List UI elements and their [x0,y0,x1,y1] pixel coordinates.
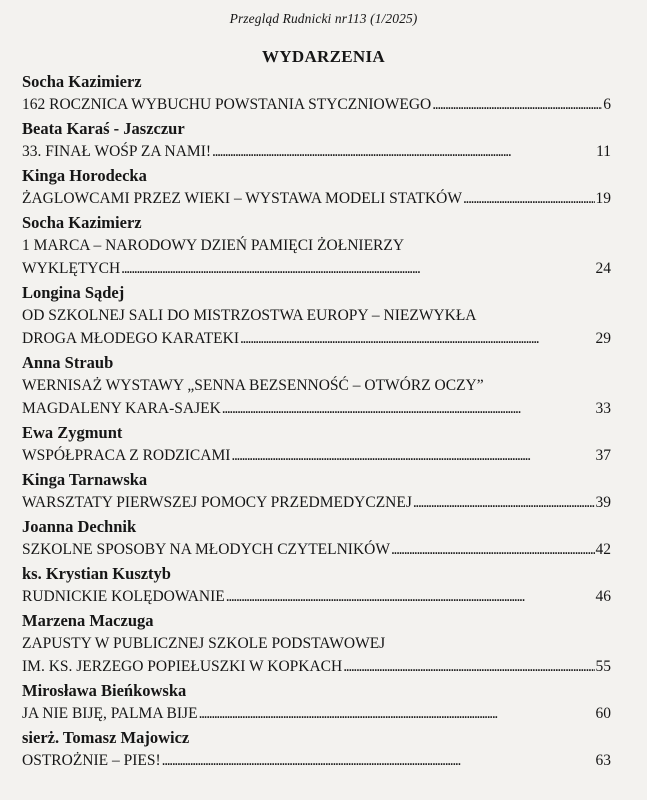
toc-entry [22,609,611,679]
toc-entry-author: Beata Karaś - Jaszczur [22,119,185,138]
toc-entry-title-text: ŻAGLOWCAMI PRZEZ WIEKI – WYSTAWA MODELI STATKÓW [22,190,462,207]
dot-leader [413,492,595,514]
toc-entry-title-line [22,94,611,117]
dot-leader [226,586,595,608]
toc-entry-page-number: 6 [603,96,611,113]
running-header: Przegląd Rudnicki nr113 (1/2025) [229,11,418,26]
toc-entry-page-number: 33 [595,400,611,417]
toc-entry-title-line: ZAPUSTY W PUBLICZNEJ SZKOLE PODSTAWOWEJ [22,635,386,652]
toc-entry-page-number: 37 [595,447,611,464]
toc-entry [22,679,611,726]
toc-entry-author: Ewa Zygmunt [22,423,123,442]
dot-leader [463,188,595,210]
toc-entry-title-text: IM. KS. JERZEGO POPIEŁUSZKI W KOPKACH [22,658,343,675]
toc-entry-author: Kinga Horodecka [22,166,147,185]
toc-entry [22,468,611,515]
toc-entry [22,351,611,421]
toc-entry-title-text: 162 ROCZNICA WYBUCHU POWSTANIA STYCZNIOWEGO [22,96,432,113]
toc-entry [22,211,611,281]
toc-entry-author: ks. Krystian Kusztyb [22,564,171,583]
toc-entry-title-text: DROGA MŁODEGO KARATEKI [22,330,239,347]
toc-entry-author: Mirosława Bieńkowska [22,681,187,700]
toc-entry-title-line: WERNISAŻ WYSTAWY „SENNA BEZSENNOŚĆ – OTWÓRZ OCZY” [22,377,484,394]
toc-entry [22,117,611,164]
toc-entry [22,726,611,773]
toc-entry-title-line [22,258,611,281]
toc-entry-title-text: JA NIE BIJĘ, PALMA BIJE [22,705,198,722]
toc-entry-author: Socha Kazimierz [22,72,142,91]
toc-entry-page-number: 19 [595,190,611,207]
toc-entry-title-line [22,656,611,679]
toc-entry-page-number: 46 [595,588,611,605]
toc-entry-title-text: WSPÓŁPRACA Z RODZICAMI [22,447,231,464]
toc-entry [22,421,611,468]
toc-entry-page-number: 63 [595,752,611,769]
toc-entry-title-line [22,750,611,773]
toc-entry-title-line [22,328,611,351]
dot-leader [432,94,602,116]
toc-entry [22,562,611,609]
toc-entry [22,70,611,117]
toc-entry-title-line [22,445,611,468]
toc-entry-page-number: 60 [595,705,611,722]
toc-entry-title-text: WARSZTATY PIERWSZEJ POMOCY PRZEDMEDYCZNEJ [22,494,412,511]
dot-leader [343,656,594,678]
dot-leader [240,328,595,350]
dot-leader [222,398,595,420]
toc-entry-author: sierż. Tomasz Majowicz [22,728,190,747]
toc-entry-title-line: OD SZKOLNEJ SALI DO MISTRZOSTWA EUROPY – NIEZWYKŁA [22,307,477,324]
toc-entry-author: Anna Straub [22,353,114,372]
dot-leader [162,750,595,772]
toc-entry-title-text: RUDNICKIE KOLĘDOWANIE [22,588,225,605]
toc-entry-title-text: MAGDALENY KARA-SAJEK [22,400,221,417]
dot-leader [391,539,595,561]
toc-entry-title-line [22,586,611,609]
toc-entry-page-number: 24 [595,260,611,277]
toc-entry-title-line [22,141,611,164]
section-title: WYDARZENIA [262,47,385,66]
toc-entry [22,281,611,351]
dot-leader [231,445,594,467]
toc-entry-title-text: 33. FINAŁ WOŚP ZA NAMI! [22,143,212,160]
dot-leader [121,258,594,280]
toc-entry-page-number: 11 [596,143,611,160]
toc-entry-title-line [22,188,611,211]
toc-entry-author: Marzena Maczuga [22,611,154,630]
toc-entry-author: Longina Sądej [22,283,125,302]
toc-entry-title-line [22,539,611,562]
toc-entry-title-text: SZKOLNE SPOSOBY NA MŁODYCH CZYTELNIKÓW [22,541,390,558]
toc-entry-page-number: 29 [595,330,611,347]
toc-entry-author: Joanna Dechnik [22,517,137,536]
toc-entry-page-number: 42 [595,541,611,558]
toc-entry-author: Socha Kazimierz [22,213,142,232]
toc-entry-page-number: 39 [595,494,611,511]
toc-entry-title-line [22,398,611,421]
toc-entry-title-text: WYKLĘTYCH [22,260,121,277]
toc-entry-author: Kinga Tarnawska [22,470,148,489]
toc-entry-page-number: 55 [595,658,611,675]
toc-entry-title-text: OSTROŻNIE – PIES! [22,752,161,769]
dot-leader [212,141,595,163]
dot-leader [199,703,595,725]
toc-entry-title-line [22,492,611,515]
toc-entry [22,164,611,211]
toc-entry-title-line [22,703,611,726]
toc-entry [22,515,611,562]
toc-entry-title-line: 1 MARCA – NARODOWY DZIEŃ PAMIĘCI ŻOŁNIERZY [22,237,405,254]
table-of-contents [22,70,611,773]
